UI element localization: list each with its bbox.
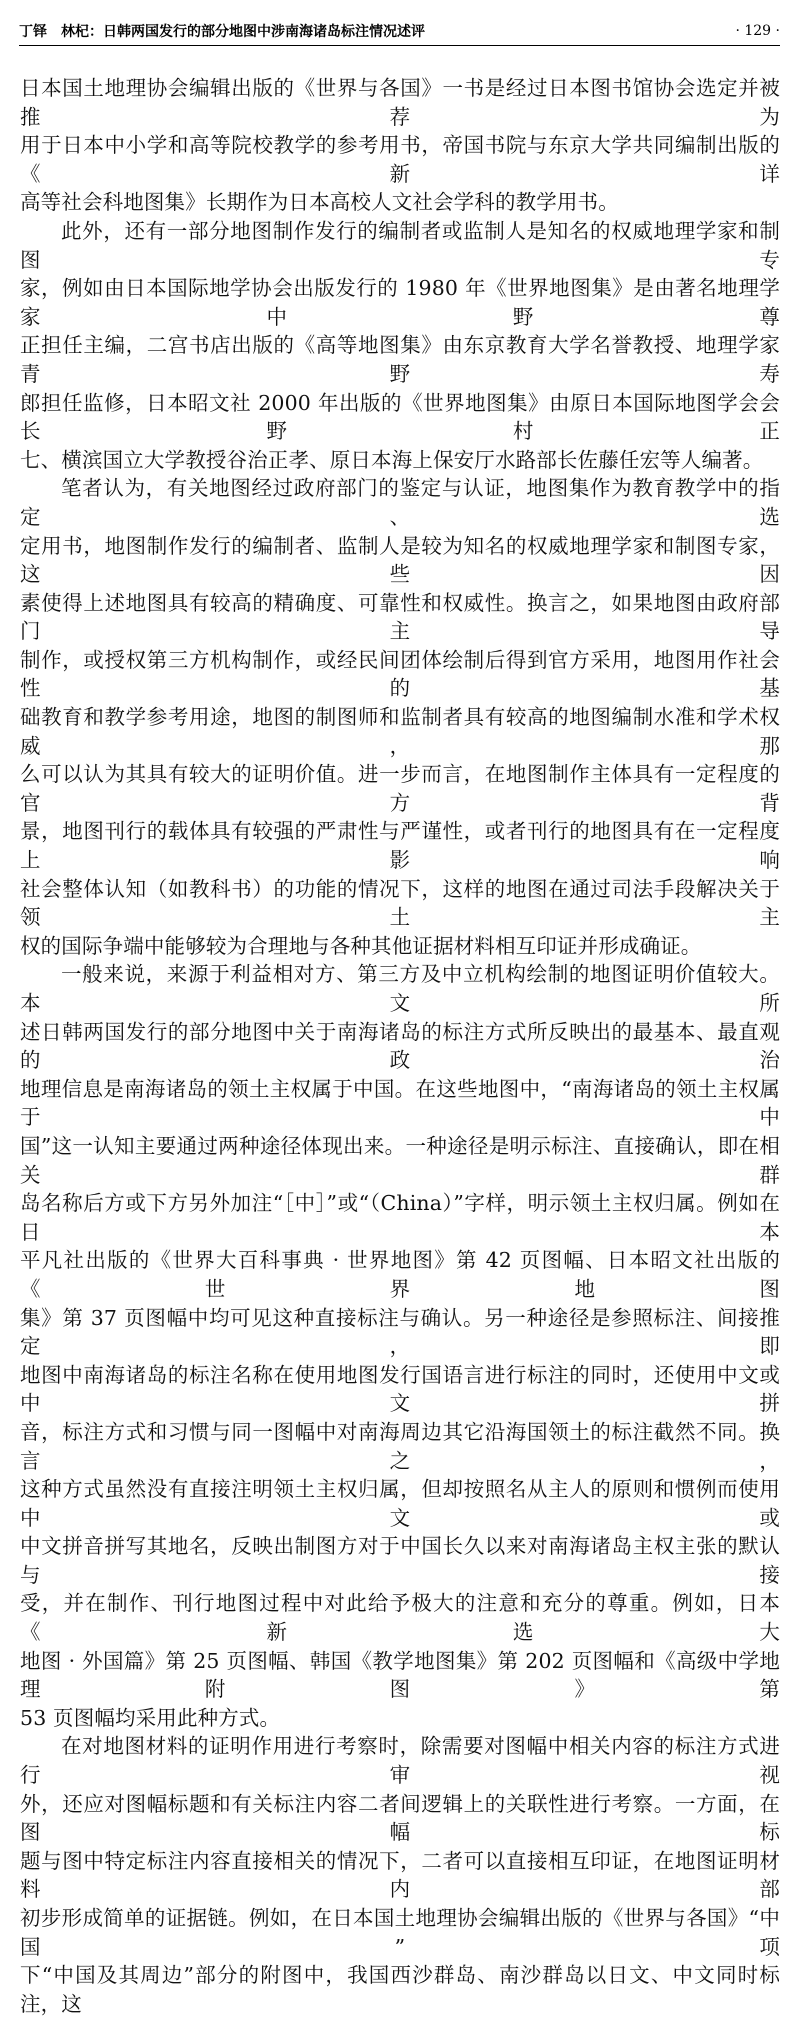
text-line: 权的国际争端中能够较为合理地与各种其他证据材料相互印证并形成确证。	[20, 933, 702, 958]
text-line: 题与图中特定标注内容直接相关的情况下，二者可以直接相互印证，在地图证明材料内部	[20, 1848, 780, 1902]
text-line: 么可以认为其具有较大的证明价值。进一步而言，在地图制作主体具有一定程度的官方背	[20, 762, 780, 815]
text-line: 正担任主编，二宫书店出版的《高等地图集》由东京教育大学名誉教授、地理学家青野寿	[20, 333, 780, 386]
text-line: 外，还应对图幅标题和有关标注内容二者间逻辑上的关联性进行考察。一方面，在图幅标	[20, 1791, 780, 1845]
text-line: 这种方式虽然没有直接注明领土主权归属，但却按照名从主人的原则和惯例而使用中文或	[20, 1477, 780, 1530]
text-line: 高等社会科地图集》长期作为日本高校人文社会学科的教学用书。	[20, 190, 619, 215]
text-line: 中文拼音拼写其地名，反映出制图方对于中国长久以来对南海诸岛主权主张的默认与接	[20, 1534, 780, 1587]
text-line: 笔者认为，有关地图经过政府部门的鉴定与认证，地图集作为教育教学中的指定、选	[20, 476, 780, 529]
text-line: 53 页图幅均采用此种方式。	[20, 1705, 281, 1730]
text-line: 在对地图材料的证明作用进行考察时，除需要对图幅中相关内容的标注方式进行审视	[20, 1734, 780, 1788]
text-line: 用于日本中小学和高等院校教学的参考用书，帝国书院与东京大学共同编制出版的《新详	[20, 133, 780, 186]
paragraph	[20, 960, 780, 1732]
running-header	[19, 18, 780, 44]
text-line: 地理信息是南海诸岛的领土主权属于中国。在这些地图中，“南海诸岛的领土主权属于中	[20, 1076, 780, 1130]
header-article-title: 林杞：日韩两国发行的部分地图中涉南海诸岛标注情况述评	[61, 24, 425, 40]
text-line: 地图中南海诸岛的标注名称在使用地图发行国语言进行标注的同时，还使用中文或中文拼	[20, 1362, 780, 1416]
text-line: 地图 · 外国篇》第 25 页图幅、韩国《教学地图集》第 202 页图幅和《高级中学地理附图》第	[20, 1648, 780, 1702]
text-line: 一般来说，来源于利益相对方、第三方及中立机构绘制的地图证明价值较大。本文所	[20, 962, 780, 1015]
text-line: 七、横滨国立大学教授谷治正孝、原日本海上保安厅水路部长佐藤任宏等人编著。	[20, 447, 764, 472]
text-line: 集》第 37 页图幅中均可见这种直接标注与确认。另一种途径是参照标注、间接推定，即	[20, 1305, 780, 1359]
text-line: 景，地图刊行的载体具有较强的严肃性与严谨性，或者刊行的地图具有在一定程度上影响	[20, 819, 780, 873]
text-line: 制作，或授权第三方机构制作，或经民间团体绘制后得到官方采用，地图用作社会性的基	[20, 647, 780, 701]
paragraph	[20, 474, 780, 960]
text-line: 郎担任监修，日本昭文社 2000 年出版的《世界地图集》由原日本国际地图学会会长野村正	[20, 390, 780, 444]
text-line: 下“中国及其周边”部分的附图中，我国西沙群岛、南沙群岛以日文、中文同时标注，这	[20, 1963, 780, 2016]
paragraph	[20, 74, 780, 217]
text-line: 音，标注方式和习惯与同一图幅中对南海周边其它沿海国领土的标注截然不同。换言之，	[20, 1419, 780, 1473]
paragraph	[20, 217, 780, 474]
text-line: 国”这一认知主要通过两种途径体现出来。一种途径是明示标注、直接确认，即在相关群	[20, 1133, 780, 1187]
paragraph	[20, 1732, 780, 2018]
text-line: 日本国土地理协会编辑出版的《世界与各国》一书是经过日本图书馆协会选定并被推荐为	[20, 76, 780, 129]
text-line: 社会整体认知（如教科书）的功能的情况下，这样的地图在通过司法手段解决关于领土主	[20, 876, 780, 930]
text-line: 础教育和教学参考用途，地图的制图师和监制者具有较高的地图编制水准和学术权威，那	[20, 705, 780, 758]
text-line: 平凡社出版的《世界大百科事典 · 世界地图》第 42 页图幅、日本昭文社出版的《世界地图	[20, 1248, 780, 1301]
header-rule	[19, 45, 780, 46]
text-line: 素使得上述地图具有较高的精确度、可靠性和权威性。换言之，如果地图由政府部门主导	[20, 590, 780, 644]
article-body	[20, 74, 780, 2018]
text-line: 初步形成简单的证据链。例如，在日本国土地理协会编辑出版的《世界与各国》“中国”项	[20, 1906, 780, 1959]
text-line: 此外，还有一部分地图制作发行的编制者或监制人是知名的权威地理学家和制图专	[20, 218, 780, 272]
text-line: 家，例如由日本国际地学协会出版发行的 1980 年《世界地图集》是由著名地理学家中野尊	[20, 276, 780, 329]
text-line: 受，并在制作、刊行地图过程中对此给予极大的注意和充分的尊重。例如，日本《新选大	[20, 1591, 780, 1645]
page-number: · 129 ·	[735, 23, 780, 39]
header-author: 丁铎	[19, 24, 47, 40]
text-line: 定用书，地图制作发行的编制者、监制人是较为知名的权威地理学家和制图专家，这些因	[20, 533, 780, 587]
text-line: 岛名称后方或下方另外加注“［中］”或“（China）”字样，明示领土主权归属。例如在日本	[20, 1191, 780, 1244]
text-line: 述日韩两国发行的部分地图中关于南海诸岛的标注方式所反映出的最基本、最直观的政治	[20, 1019, 780, 1073]
